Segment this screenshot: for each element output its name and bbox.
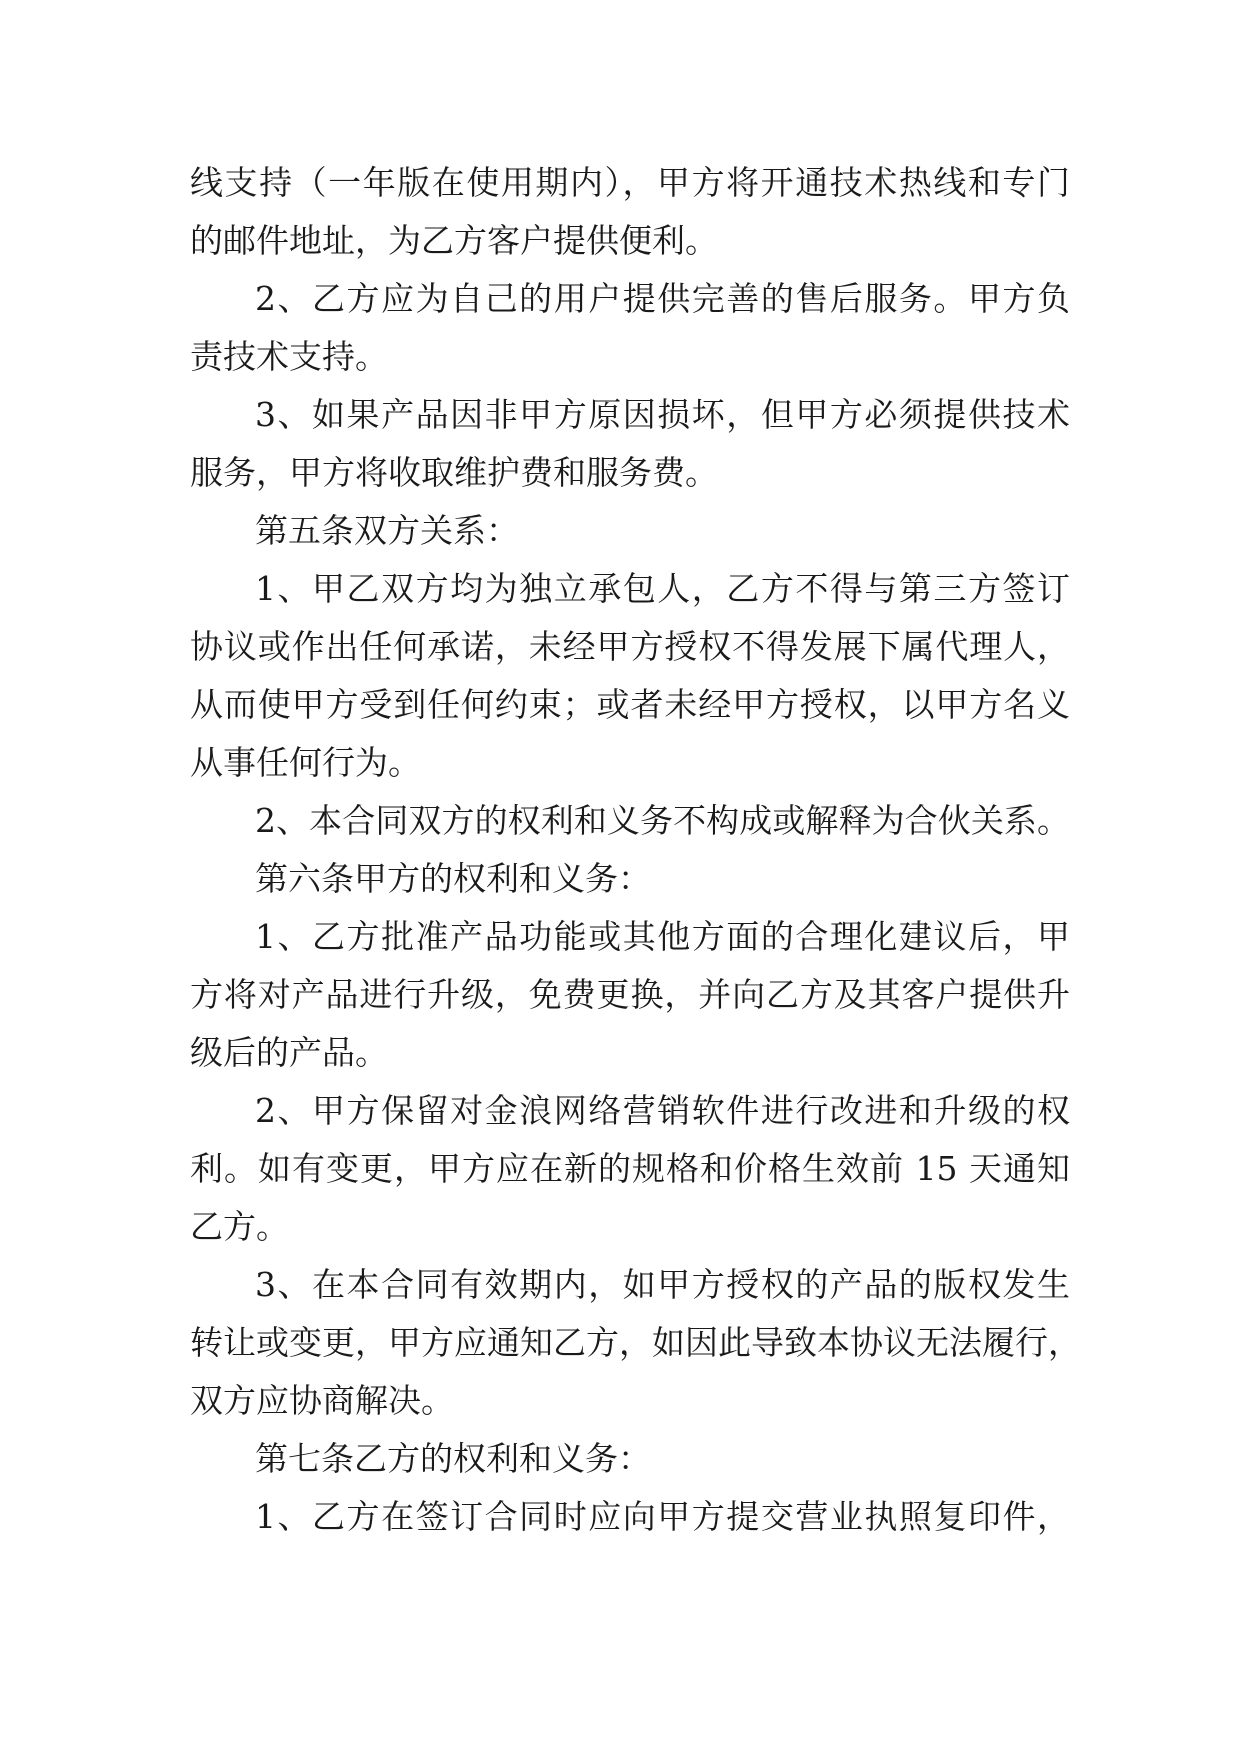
text-line: 责技术支持。	[190, 337, 388, 376]
text-line: 3、在本合同有效期内，如甲方授权的产品的版权发生	[255, 1265, 1070, 1304]
text-line: 2、乙方应为自己的用户提供完善的售后服务。甲方负	[255, 279, 1070, 318]
text-line: 2、甲方保留对金浪网络营销软件进行改进和升级的权	[255, 1091, 1070, 1130]
text-line: 2、本合同双方的权利和义务不构成或解释为合伙关系。	[255, 801, 1070, 840]
section-heading: 第六条甲方的权利和义务：	[255, 859, 651, 898]
text-line: 协议或作出任何承诺，未经甲方授权不得发展下属代理人，	[190, 627, 1070, 666]
text-line: 利。如有变更，甲方应在新的规格和价格生效前 15 天通知	[190, 1149, 1070, 1188]
text-line: 1、乙方批准产品功能或其他方面的合理化建议后，甲	[255, 917, 1070, 956]
section-heading: 第七条乙方的权利和义务：	[255, 1439, 651, 1478]
section-heading: 第五条双方关系：	[255, 511, 519, 550]
text-line: 1、甲乙双方均为独立承包人，乙方不得与第三方签订	[255, 569, 1070, 608]
text-line: 方将对产品进行升级，免费更换，并向乙方及其客户提供升	[190, 975, 1070, 1014]
text-line: 的邮件地址，为乙方客户提供便利。	[190, 221, 718, 260]
text-line: 转让或变更，甲方应通知乙方，如因此导致本协议无法履行，	[190, 1323, 1081, 1362]
text-line: 从事任何行为。	[190, 743, 421, 782]
text-line: 服务，甲方将收取维护费和服务费。	[190, 453, 718, 492]
text-line: 乙方。	[190, 1207, 289, 1246]
text-line: 1、乙方在签订合同时应向甲方提交营业执照复印件，	[255, 1497, 1070, 1536]
text-line: 级后的产品。	[190, 1033, 388, 1072]
text-line: 3、如果产品因非甲方原因损坏，但甲方必须提供技术	[255, 395, 1070, 434]
text-line: 从而使甲方受到任何约束；或者未经甲方授权，以甲方名义	[190, 685, 1070, 724]
text-line: 线支持（一年版在使用期内），甲方将开通技术热线和专门	[190, 163, 1070, 202]
text-line: 双方应协商解决。	[190, 1381, 454, 1420]
